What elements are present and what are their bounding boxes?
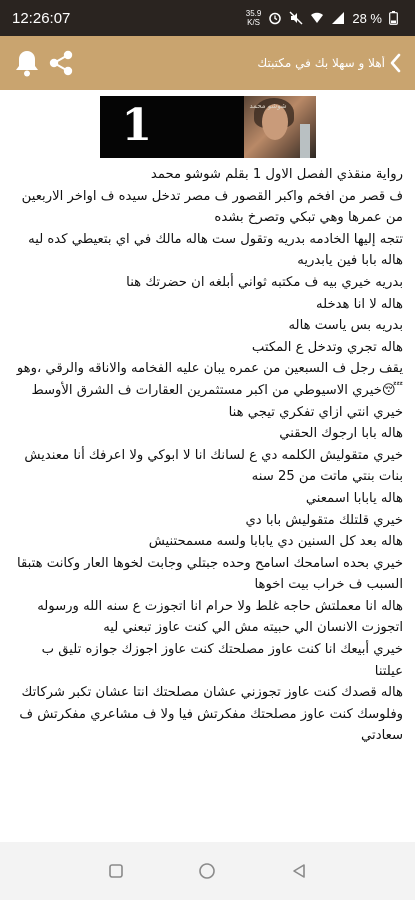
story-paragraph: خيري بحده اسامحك اسامح وحده جبتلي وجابت لخوها العار وكانت هتبقا السبب ف خراب بيت اخوها: [16, 555, 403, 593]
app-bar: [0, 36, 415, 90]
cover-image: [100, 96, 316, 158]
story-paragraph: خيري قلتلك متقوليش بابا دي: [245, 512, 403, 528]
wifi-icon: [310, 11, 324, 25]
story-paragraph: بدريه خيري بيه ف مكتبه ثواني أبلغه ان حضرتك هنا: [126, 274, 403, 290]
story-paragraph: تتجه إليها الخادمه بدريه وتقول ست هاله مالك في اي بتعيطي كده ليه: [28, 231, 403, 247]
story-paragraph: هاله بابا فين يابدريه: [297, 253, 403, 269]
status-time: 12:26:07: [12, 9, 71, 27]
back-triangle-icon[interactable]: [279, 851, 319, 891]
story-paragraph: 😴خيري الاسيوطي من اكبر مستثمرين العقارات ف الشرق الأوسط: [31, 382, 403, 398]
story-paragraph: هاله قصدك كنت عاوز تجوزني عشان مصلحتك انتا عشان تكبر شركاتك وفلوسك كنت عاوز مصلحتك مفكرتش فيا ولا ف مشاعري مفكرتش ف سعادتي: [19, 685, 403, 744]
story-paragraph: خيري أبيعك انا كنت عاوز مصلحتك كنت عاوز اجوزك جوازه تليق ب عيلتنا: [41, 642, 403, 679]
signal-icon: [331, 11, 345, 25]
story-paragraph: هاله انا معملتش حاجه غلط ولا حرام انا اتجوزت ع سنه الله ورسوله اتجوزت الانسان الي حبيته مش الي كنت عاوز تبعني ليه: [37, 598, 403, 636]
navigation-bar: [0, 842, 415, 900]
mute-icon: [289, 11, 303, 25]
story-paragraph: بدريه بس ياست هاله: [288, 318, 403, 334]
alarm-icon: [268, 11, 282, 25]
network-speed: 35.9 K/S: [245, 9, 262, 27]
story-paragraph: خيري انتي ازاي تفكري تيجي هنا: [228, 404, 403, 420]
story-paragraph: هاله يابابا اسمعني: [305, 490, 403, 506]
app-title: أهلا و سهلا بك في مكتبتك: [257, 56, 385, 70]
story-paragraph: رواية منقذي الفصل الاول 1 بقلم شوشو محمد: [150, 167, 403, 182]
battery-text: 28 %: [352, 10, 382, 26]
story-paragraph: خيري متقوليش الكلمه دي ع لسانك انا لا ابوكي ولا اعرفك أنا معنديش بنات بنتي ماتت من 25 سنه: [24, 447, 403, 485]
recents-square-icon[interactable]: [96, 851, 136, 891]
home-circle-icon[interactable]: [187, 851, 227, 891]
story-paragraph: هاله بابا ارجوك الحقني: [279, 426, 403, 442]
back-chevron-icon[interactable]: [385, 46, 405, 80]
share-icon[interactable]: [44, 46, 78, 80]
story-text: [12, 164, 403, 747]
status-bar: [0, 0, 415, 36]
cover-chapter-number: 1: [121, 100, 153, 151]
story-paragraph: يقف رجل ف السبعين من عمره يبان عليه الفخامه والاناقه والرقي ،وهو: [16, 361, 403, 377]
story-paragraph: هاله تجري وتدخل ع المكتب: [251, 339, 403, 355]
status-icons: [246, 9, 403, 27]
battery-icon: [389, 11, 403, 25]
story-paragraph: هاله بعد كل السنين دي يابابا ولسه مسمحتنيش: [148, 534, 403, 550]
reader-content[interactable]: [0, 90, 415, 842]
cover-author-badge: شوشو محمد: [249, 102, 287, 110]
story-paragraph: ف قصر من افخم واكبر القصور ف مصر تدخل سيده ف اواخر الاربعين من عمرها وهي تبكي وتصرخ بشده: [21, 188, 403, 226]
story-paragraph: هاله لا انا هدخله: [316, 296, 403, 312]
bell-icon[interactable]: [10, 46, 44, 80]
